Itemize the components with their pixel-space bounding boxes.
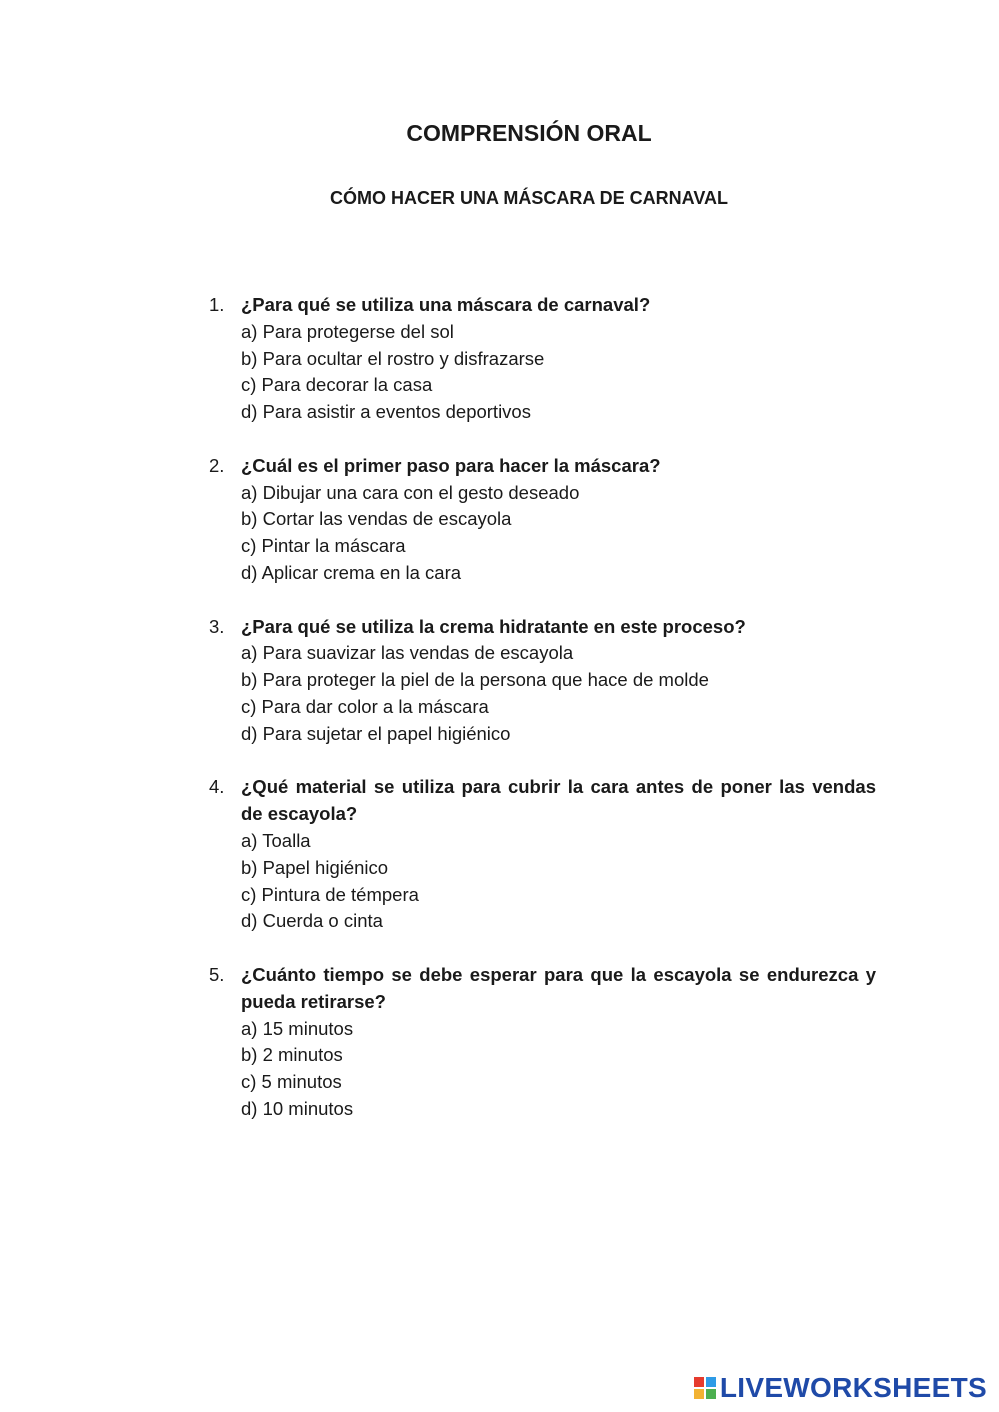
option-b[interactable]: b) 2 minutos <box>241 1044 343 1066</box>
question-text: ¿Cuál es el primer paso para hacer la máscara? <box>241 454 661 476</box>
option-d[interactable]: d) Para sujetar el papel higiénico <box>241 722 511 744</box>
option-a[interactable]: a) Dibujar una cara con el gesto deseado <box>241 481 580 503</box>
logo-square-4 <box>706 1389 716 1399</box>
option-b[interactable]: b) Cortar las vendas de escayola <box>241 508 512 530</box>
option-b[interactable]: b) Para proteger la piel de la persona que hace de molde <box>241 669 709 691</box>
option-a[interactable]: a) Toalla <box>241 829 311 851</box>
question-number: 3. <box>209 615 225 637</box>
option-d[interactable]: d) Cuerda o cinta <box>241 910 383 932</box>
question-list <box>209 292 876 1150</box>
question-4 <box>209 774 876 935</box>
question-2 <box>209 453 876 587</box>
question-number: 2. <box>209 454 225 476</box>
question-text: ¿Para qué se utiliza la crema hidratante en este proceso? <box>241 615 746 637</box>
option-d[interactable]: d) Aplicar crema en la cara <box>241 561 462 583</box>
logo-text: LIVEWORKSHEETS <box>719 1372 987 1403</box>
question-number: 4. <box>209 776 225 798</box>
option-c[interactable]: c) 5 minutos <box>241 1071 342 1093</box>
question-number: 1. <box>209 294 225 315</box>
option-a[interactable]: a) 15 minutos <box>241 1017 354 1039</box>
option-d[interactable]: d) 10 minutos <box>241 1097 354 1119</box>
option-c[interactable]: c) Para decorar la casa <box>241 374 433 396</box>
option-c[interactable]: c) Pintar la máscara <box>241 535 406 557</box>
question-5 <box>209 962 876 1123</box>
question-text: ¿Para qué se utiliza una máscara de carnaval? <box>241 294 651 315</box>
logo-square-1 <box>694 1377 704 1387</box>
question-text: ¿Qué material se utiliza para cubrir la cara antes de poner las vendas de escayola? <box>241 776 876 825</box>
logo-square-3 <box>694 1389 704 1399</box>
option-d[interactable]: d) Para asistir a eventos deportivos <box>241 401 531 423</box>
page-subtitle: CÓMO HACER UNA MÁSCARA DE CARNAVAL <box>330 188 728 208</box>
question-number: 5. <box>209 963 225 985</box>
question-1 <box>209 292 876 426</box>
option-c[interactable]: c) Para dar color a la máscara <box>241 695 489 717</box>
logo-square-2 <box>706 1377 716 1387</box>
option-a[interactable]: a) Para protegerse del sol <box>241 320 454 342</box>
logo-icon <box>694 1377 716 1399</box>
option-b[interactable]: b) Papel higiénico <box>241 856 389 878</box>
question-3 <box>209 614 876 748</box>
option-a[interactable]: a) Para suavizar las vendas de escayola <box>241 642 574 664</box>
page-title: COMPRENSIÓN ORAL <box>406 120 652 146</box>
option-c[interactable]: c) Pintura de témpera <box>241 883 419 905</box>
question-text: ¿Cuánto tiempo se debe esperar para que la escayola se endurezca y pueda retirarse? <box>241 963 876 1012</box>
option-b[interactable]: b) Para ocultar el rostro y disfrazarse <box>241 347 545 369</box>
liveworksheets-logo <box>694 1372 987 1404</box>
